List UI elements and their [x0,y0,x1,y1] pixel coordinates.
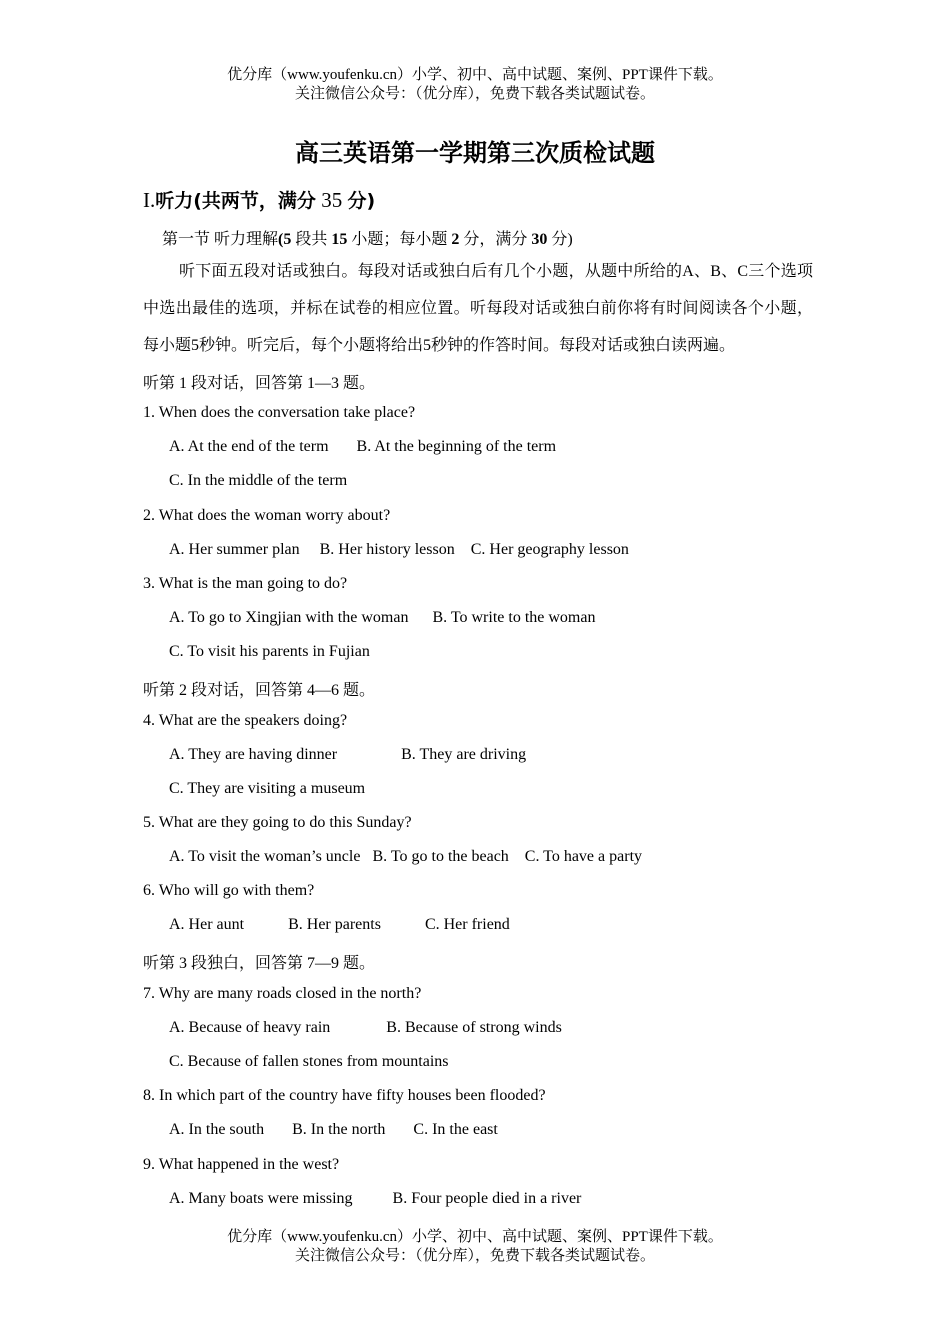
question-7: 7. Why are many roads closed in the north? [143,985,422,1002]
header-line-1: 优分库（www.youfenku.cn）小学、初中、高中试题、案例、PPT课件下载。 [227,67,723,83]
page-title: 高三英语第一学期第三次质检试题 [295,139,655,167]
question-8-options: A. In the south B. In the north C. In the east [169,1121,498,1138]
question-8: 8. In which part of the country have fifty houses been flooded? [143,1087,546,1104]
question-1-options: A. At the end of the term B. At the beginning of the term [169,438,557,455]
question-4: 4. What are the speakers doing? [143,712,348,729]
question-4-option-c: C. They are visiting a museum [169,780,366,797]
question-2-options: A. Her summer plan B. Her history lesson C. Her geography lesson [169,541,629,558]
group-heading: 听第 3 段独白，回答第 7—9 题。 [143,955,376,972]
footer-line-1: 优分库（www.youfenku.cn）小学、初中、高中试题、案例、PPT课件下载。 [227,1229,723,1245]
part-roman: I. [143,188,156,212]
question-6-options: A. Her aunt B. Her parents C. Her friend [169,916,510,933]
part-end: 分) [347,190,376,212]
part-score: 35 [315,188,348,212]
instructions: 听下面五段对话或独白。每段对话或独白后有几个小题，从题中所给的A、B、C三个选项中选出最佳的选项，并标在试卷的相应位置。听每段对话或独白前你将有时间阅读各个小题，每小题5秒钟。听完后，每个小题将给出5秒钟的作答时间。每段对话或独白读两遍。 [143,263,813,354]
question-3-options: A. To go to Xingjian with the woman B. To write to the woman [169,609,596,626]
question-1-option-c: C. In the middle of the term [169,472,348,489]
question-9: 9. What happened in the west? [143,1156,340,1173]
question-3: 3. What is the man going to do? [143,575,348,592]
page-header [0,66,950,104]
question-5-options: A. To visit the woman’s uncle B. To go to the beach C. To have a party [169,848,643,865]
question-6: 6. Who will go with them? [143,882,315,899]
question-4-options: A. They are having dinner B. They are driving [169,746,527,763]
header-line-2: 关注微信公众号：（优分库），免费下载各类试题试卷。 [294,86,655,102]
group-heading: 听第 2 段对话，回答第 4—6 题。 [143,682,376,699]
question-1: 1. When does the conversation take place? [143,404,416,421]
question-7-options: A. Because of heavy rain B. Because of strong winds [169,1019,562,1036]
part-label: 听力(共两节，满分 [155,190,316,212]
question-2: 2. What does the woman worry about? [143,507,391,524]
question-5: 5. What are they going to do this Sunday? [143,814,412,831]
section-name: 第一节 听力理解 [162,231,279,248]
page-footer [0,1228,950,1266]
question-3-option-c: C. To visit his parents in Fujian [169,643,370,660]
question-7-option-c: C. Because of fallen stones from mountains [169,1053,449,1070]
section-heading: 第一节 听力理解(5 段共 15 小题；每小题 2 分，满分 30 分) [162,231,573,248]
part-heading [143,186,375,213]
group-heading: 听第 1 段对话，回答第 1—3 题。 [143,375,376,392]
question-9-options: A. Many boats were missing B. Four people died in a river [169,1190,582,1207]
footer-line-2: 关注微信公众号：（优分库），免费下载各类试题试卷。 [294,1248,655,1264]
